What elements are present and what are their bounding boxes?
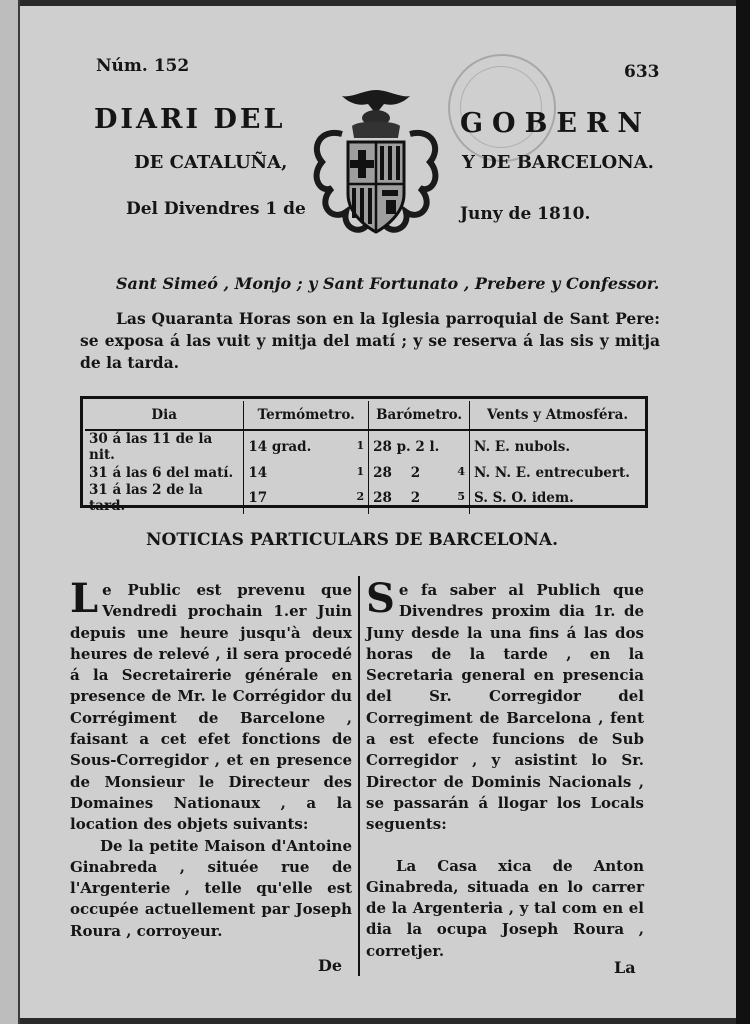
term-value: 17 — [248, 490, 268, 506]
masthead-subtitle-left: DE CATALUÑA, — [134, 152, 288, 173]
dropcap-left: L — [70, 575, 99, 622]
cell-vents: S. S. O. idem. — [474, 490, 574, 506]
newspaper-page — [20, 6, 736, 1018]
left-paragraph-2: De la petite Maison d'Antoine Ginabreda , située rue de l'Argenterie , telle qu'elle est occupée actuellement par Joseph Roura , corroyeur. — [70, 836, 352, 940]
col-header-dia: Dia — [85, 401, 244, 430]
cell-vents: N. E. nubols. — [474, 439, 571, 455]
table-row — [85, 430, 645, 463]
bar-fraction: 5 — [457, 490, 466, 503]
term-fraction: 1 — [356, 464, 365, 478]
catchword-left: De — [318, 956, 343, 975]
right-paragraph-1-text: e fa saber al Publich que Divendres proxim dia 1r. de Juny desde la una fins á las dos horas de la tarde , en la Secretaria general en presencia del Sr. Corregidor del Corregiment de Barcelona , fent a est efecte funcions de Sub Corregidor , y asistint lo Sr. Director de Dominis Nacionals , se passarán á llogar los Locals seguents: — [366, 581, 644, 834]
bar-value: 28 p. 2 l. — [373, 439, 440, 455]
quaranta-horas-notice — [80, 308, 660, 374]
cell-dia: 30 á las 11 de la nit. — [85, 430, 244, 463]
dropcap-right: S — [366, 575, 395, 622]
right-paragraph-1 — [366, 575, 644, 836]
cell-dia: 31 á las 6 del matí. — [85, 463, 244, 482]
right-paragraph-2: La Casa xica de Anton Ginabreda, situada en lo carrer de la Argenteria , y tal com en el dia la ocupa Joseph Roura , corretjer. — [366, 856, 644, 960]
masthead-subtitle-right: Y DE BARCELONA. — [462, 152, 654, 173]
table-row — [85, 482, 645, 514]
scan-border — [736, 0, 750, 1024]
cell-barometro — [369, 430, 470, 463]
date-line-right: Juny de 1810. — [460, 204, 591, 224]
cell-barometro — [369, 482, 470, 514]
bar-value: 28 2 — [373, 490, 421, 506]
bar-value: 28 2 — [373, 464, 421, 481]
col-header-barometro: Barómetro. — [369, 401, 470, 430]
cell-vents: N. N. E. entrecubert. — [474, 464, 630, 481]
facing-page-edge — [0, 0, 20, 1024]
cell-barometro — [369, 463, 470, 482]
bar-fraction: 4 — [457, 464, 466, 478]
left-column-french — [70, 575, 352, 942]
cell-termometro — [244, 430, 369, 463]
weather-table-header — [85, 401, 645, 430]
section-heading: NOTICIAS PARTICULARS DE BARCELONA. — [146, 530, 559, 550]
right-column-catalan — [366, 575, 644, 962]
coat-of-arms-icon — [302, 84, 450, 248]
notice-text: Las Quaranta Horas son en la Iglesia parroquial de Sant Pere: se exposa á las vuit y mitja del matí ; y se reserva á las sis y mitja de la tarda. — [80, 309, 660, 372]
cell-termometro — [244, 482, 369, 514]
table-row — [85, 463, 645, 482]
saints-of-the-day: Sant Simeó , Monjo ; y Sant Fortunato , Prebere y Confessor. — [116, 274, 660, 293]
left-paragraph-1-text: e Public est prevenu que Vendredi prochain 1.er Juin depuis une heure jusqu'à deux heures de relevé , il sera procedé á la Secretairerie générale en presence de Mr. le Corrégidor du Corrégiment de Barcelone , faisant a cet efet fonctions de Sous-Corregidor , et en presence de Monsieur le Directeur des Domaines Nationaux , a la location des objets suivants: — [70, 581, 352, 834]
catchword-right: La — [614, 958, 636, 977]
cell-termometro — [244, 463, 369, 482]
term-fraction: 1 — [356, 439, 365, 452]
cell-dia: 31 á las 2 de la tard. — [85, 482, 244, 514]
term-value: 14 — [248, 464, 268, 481]
issue-number: Núm. 152 — [96, 56, 190, 76]
left-paragraph-1 — [70, 575, 352, 836]
col-header-termometro: Termómetro. — [244, 401, 369, 430]
page-number: 633 — [624, 62, 660, 82]
masthead-title-left: DIARI DEL — [94, 104, 286, 135]
date-line-left: Del Divendres 1 de — [126, 199, 306, 219]
col-header-vents: Vents y Atmosféra. — [470, 401, 645, 430]
weather-table — [80, 396, 648, 514]
term-fraction: 2 — [356, 490, 365, 503]
column-divider — [358, 576, 360, 976]
term-value: 14 grad. — [248, 439, 312, 455]
masthead-title-right: GOBERN — [460, 108, 652, 139]
